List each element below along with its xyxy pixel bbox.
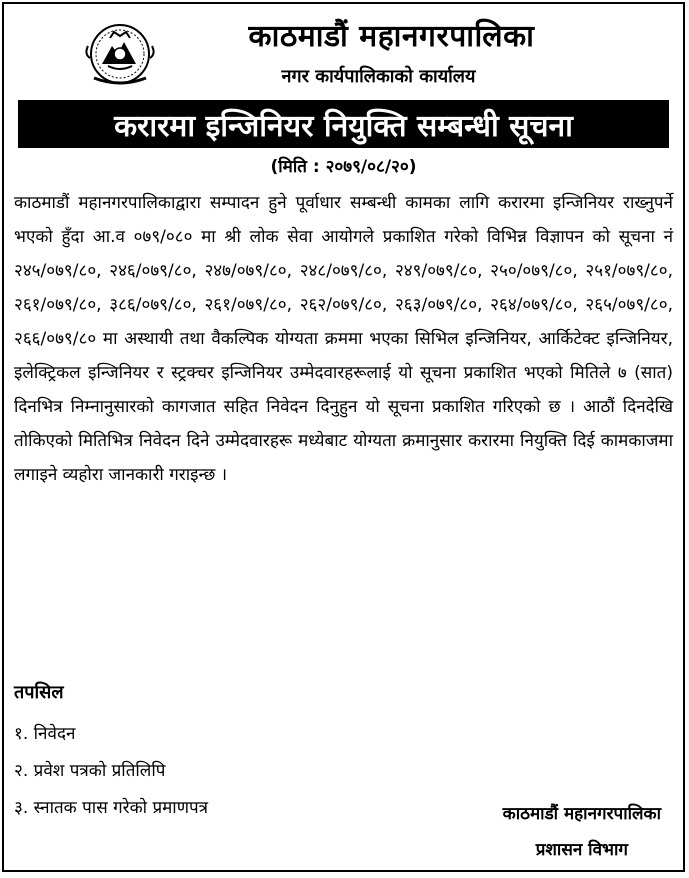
notice-document bbox=[2, 2, 685, 872]
notice-title: करारमा इन्जिनियर नियुक्ति सम्बन्धी सूचना bbox=[114, 108, 573, 144]
signature-org: काठमाडौं महानगरपालिका bbox=[502, 804, 661, 824]
document-item: २. प्रवेश पत्रको प्रतिलिपि bbox=[14, 761, 166, 781]
signature-block bbox=[503, 796, 661, 868]
tapsil-heading: तपसिल bbox=[14, 682, 64, 703]
org-name: काठमाडौं महानगरपालिका bbox=[248, 19, 535, 54]
notice-date: (मिति : २०७९/०८/२०) bbox=[270, 157, 417, 177]
documents-list bbox=[14, 716, 208, 827]
notice-title-banner bbox=[18, 100, 669, 148]
signature-department: प्रशासन विभाग bbox=[535, 840, 628, 860]
document-item: ३. स्नातक पास गरेको प्रमाणपत्र bbox=[14, 798, 209, 818]
document-item: १. निवेदन bbox=[14, 724, 76, 744]
notice-body: काठमाडौं महानगरपालिकाद्वारा सम्पादन हुने पूर्वाधार सम्बन्धी कामका लागि करारमा इन्जिनियर राख्नुपर्ने भएको हुँदा आ.व ०७९/०८० मा श्री लोक सेवा आयोगले प्रकाशित गरेको विभिन्न विज्ञापन को सूचना नं २४५/०७९/८०, २४६/०७९/८०, २४७/०७९/८०, २४८/०७९/८०, २४९/०७९/८०, २५०/०७९/८०, २५१/०७९/८०, २६१/०७९/८०, ३८६/०७९/८०, २६१/०७९/८०, २६२/०७९/८०, २६३/०७९/८०, २६४/०७९/८०, २६५/०७९/८०, २६६/०७९/८० मा अस्थायी तथा वैकल्पिक योग्यता क्रममा भएका सिभिल इन्जिनियर, आर्किटेक्ट इन्जिनियर, इलेक्ट्रिकल इन्जिनियर र स्ट्रक्चर इन्जिनियर उम्मेदवारहरूलाई यो सूचना प्रकाशित भएको मितिले ७ (सात) दिनभित्र निम्नानुसारको कागजात सहित निवेदन दिनुहुन यो सूचना प्रकाशित गरिएको छ । आठौं दिनदेखि तोकिएको मितिभित्र निवेदन दिने उम्मेदवारहरू मध्येबाट योग्यता क्रमानुसार करारमा नियुक्ति दिई कामकाजमा लगाइने व्यहोरा जानकारी गराइन्छ । bbox=[14, 193, 673, 485]
office-name: नगर कार्यपालिकाको कार्यालय bbox=[281, 66, 476, 87]
